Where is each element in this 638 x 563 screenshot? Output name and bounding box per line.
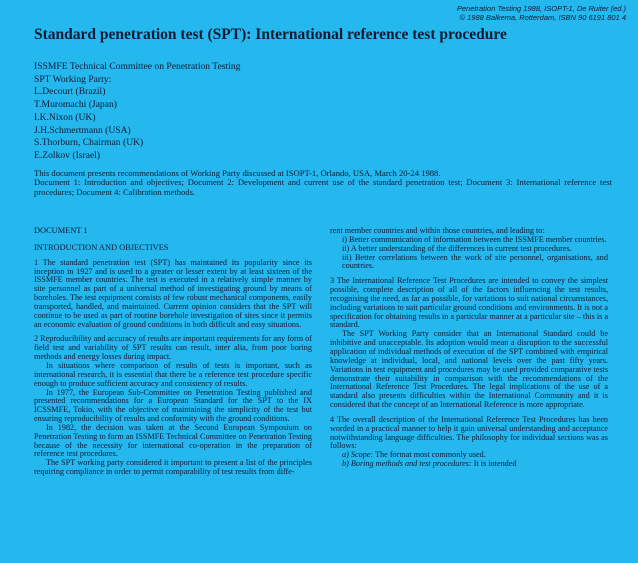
- abstract-paragraph: Document 1: Introduction and objectives; Document 2: Development and current use of the standard penetration test; Document 3: International reference test procedures; Document 4: Calibration methods.: [34, 177, 612, 197]
- list-item-text: The format most commonly used.: [373, 450, 486, 460]
- committee-member: J.H.Schmertmann (USA): [34, 124, 131, 136]
- body-paragraph: 3 The International Reference Test Procedures are intended to convey the simplest possible, complete description of all of the factors influencing the test results, recognising the need, as far as possible, for variations to suit national circumstances, including variations to suit particular ground conditions and environments. It is not a specification for obtaining results in a particular manner at a particular site – this is a standard.: [330, 276, 608, 330]
- body-paragraph: rent member countries and within those countries, and leading to:: [330, 227, 545, 235]
- committee-member: S.Thorburn, Chairman (UK): [34, 137, 144, 149]
- citation-line-1: Penetration Testing 1988, ISOPT-1, De Ruiter (ed.): [456, 4, 626, 13]
- body-paragraph: In situations where comparison of results of tests is important, such as international research, it is essential that there be a reference test procedure specific enough to produce sufficient accuracy and consistency of results.: [34, 360, 312, 388]
- body-paragraph: In 1982, the decision was taken at the Second European Symposium on Penetration Testing to form an ISSMFE Technical Committee on Penetration Testing because of the necessity for international co-operation in the preparation of reference test procedures.: [34, 422, 312, 459]
- section-heading: INTRODUCTION AND OBJECTIVES: [34, 242, 169, 252]
- body-paragraph: 2 Reproducibility and accuracy of results are important requirements for any form of field test and variability of SPT results can result, inter alia, from poor boring methods and energy losses during impact.: [34, 334, 312, 362]
- right-column: [330, 227, 608, 563]
- body-paragraph: 1 The standard penetration test (SPT) has maintained its popularity since its inception in 1927 and is used to a greater or lesser extent by at least sixteen of the ISSMFE member countries. The test is executed in a relatively simple manner by site personnel as part of a universal method of investigating ground by means of boreholes. The test equipment consists of few robust mechanical components, easily transported, handled, and maintained. Current opinion considers that the SPT will continue to be used as part of routine borehole investigation of sites since it permits an economic evaluation of ground conditions in both difficult and easy situations.: [34, 257, 312, 329]
- body-paragraph: In 1977, the European Sub-Committee on Penetration Testing published and presented recommendations for a European Standard for the SPT to the IX ICSSMFE, Tokio, with the objective of maintaining the simplicity of the test but ensuring reproducibility of results and conformity with the ground conditions.: [34, 387, 312, 424]
- list-item-label: a) Scope:: [342, 450, 374, 460]
- list-item: [330, 460, 608, 469]
- list-item-label: b) Boring methods and test procedures:: [342, 459, 472, 469]
- committee-member: E.Zolkov (Israel): [34, 149, 101, 161]
- committee-member: I.K.Nixon (UK): [34, 111, 96, 123]
- committee-member: T.Muromachi (Japan): [34, 99, 117, 111]
- body-paragraph: 4 The overall description of the International Reference Test Procedures has been worded in a practical manner to help it gain universal understanding and acceptance notwithstanding language difficulties. The philosophy for individual sections was as follows:: [330, 414, 608, 451]
- committee-member: L.Decourt (Brazil): [34, 86, 106, 98]
- abstract-block: [34, 169, 612, 197]
- citation-header: [457, 4, 626, 22]
- working-party-label: SPT Working Party:: [34, 73, 112, 85]
- abstract-paragraph: This document presents recommendations of Working Party discussed at ISOPT-1, Orlando, USA, March 20-24 1988.: [34, 168, 441, 178]
- left-column: [34, 227, 312, 563]
- committee-name: ISSMFE Technical Committee on Penetration Testing: [34, 61, 241, 72]
- list-item: ii) A better understanding of the differences in current test procedures.: [342, 243, 572, 253]
- document-heading: DOCUMENT 1: [34, 227, 88, 235]
- citation-line-2: © 1988 Balkema, Rotterdam, ISBN 90 6191 801 4: [459, 13, 626, 22]
- body-paragraph: The SPT Working Party consider that an International Standard could be inhibitive and unacceptable. Its adoption would mean a disruption to the successful application of individual methods of execution of the SPT combined with empirical knowledge at individual, local, and national levels over the past fifty years. Variations in test equipment and procedures may be used provided comparative tests demonstrate their suitability in comparison with the recommendations of the International Reference Test Procedures. The legal implications of the use of a standard also presents difficulties within the International Community and it is considered that the concept of an International Reference is more appropriate.: [330, 329, 608, 410]
- list-item: iii) Better correlations between the work of site personnel, organisations, and countries.: [342, 252, 608, 271]
- paper-title: Standard penetration test (SPT): International reference test procedure: [34, 26, 507, 43]
- body-paragraph: The SPT working party considered it important to present a list of the principles requiring compliance in order to permit comparability of test results from diffe-: [34, 458, 312, 477]
- committee-block: [34, 61, 334, 163]
- list-item: i) Better communication of information between the ISSMFE member countries.: [342, 234, 607, 244]
- list-item-text: It is intended: [471, 459, 517, 469]
